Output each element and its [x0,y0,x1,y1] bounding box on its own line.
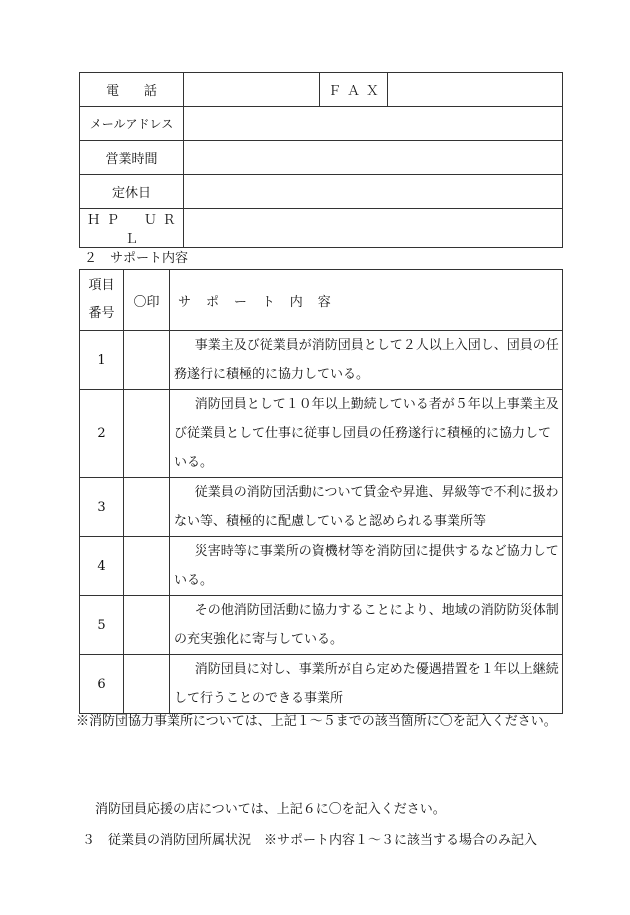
row-mark-cell[interactable] [124,655,170,714]
content-header: サポート内容 [170,270,563,331]
row-number: 3 [80,478,124,537]
email-label: メールアドレス [80,107,184,141]
hours-label: 営業時間 [80,141,184,175]
section2-heading: ２ サポート内容 [84,251,189,266]
note-cooperating-business: ※消防団協力事業所については、上記１～５までの該当箇所に〇を記入ください。 [76,714,557,729]
item-number-header-line2: 番号 [88,306,115,321]
row-description: 災害時等に事業所の資機材等を消防団に提供するなど協力している。 [170,537,563,596]
row-number: 6 [80,655,124,714]
fax-label: ＦＡＸ [320,73,388,107]
phone-fax-row [80,73,563,107]
item-number-header [80,270,124,331]
holiday-value-cell[interactable] [184,175,563,209]
note-support-store: 消防団員応援の店については、上記６に〇を記入ください。 [82,802,446,817]
hp-url-value-cell[interactable] [184,209,563,248]
item-number-header-line1: 項目 [88,278,115,293]
holiday-label: 定休日 [80,175,184,209]
row-description: 消防団員として１０年以上勤続している者が５年以上事業主及び従業員として仕事に従事し団員の任務遂行に積極的に協力している。 [170,390,563,478]
row-mark-cell[interactable] [124,537,170,596]
email-value-cell[interactable] [184,107,563,141]
contact-info-table [79,72,563,248]
hp-url-row [80,209,563,248]
row-mark-cell[interactable] [124,596,170,655]
row-description: 消防団員に対し、事業所が自ら定めた優遇措置を１年以上継続して行うことのできる事業所 [170,655,563,714]
phone-label: 電 話 [80,73,184,107]
table-row [80,596,563,655]
holiday-row [80,175,563,209]
section3-heading: ３ 従業員の消防団所属状況 ※サポート内容１～３に該当する場合のみ記入 [82,833,538,848]
row-mark-cell[interactable] [124,331,170,390]
row-description: その他消防団活動に協力することにより、地域の消防防災体制の充実強化に寄与している。 [170,596,563,655]
hours-row [80,141,563,175]
phone-value-cell[interactable] [184,73,320,107]
row-mark-cell[interactable] [124,478,170,537]
table-row [80,655,563,714]
row-number: 4 [80,537,124,596]
table-row [80,331,563,390]
row-number: 5 [80,596,124,655]
hours-value-cell[interactable] [184,141,563,175]
row-mark-cell[interactable] [124,390,170,478]
table-row [80,478,563,537]
row-number: 2 [80,390,124,478]
row-description: 事業主及び従業員が消防団員として２人以上入団し、団員の任務遂行に積極的に協力している。 [170,331,563,390]
support-content-table [79,269,563,714]
email-row [80,107,563,141]
row-description: 従業員の消防団活動について賃金や昇進、昇級等で不利に扱わない等、積極的に配慮していると認められる事業所等 [170,478,563,537]
support-header-row [80,270,563,331]
table-row [80,390,563,478]
table-row [80,537,563,596]
row-number: 1 [80,331,124,390]
mark-header: 〇印 [124,270,170,331]
hp-url-label: ＨＰ ＵＲＬ [80,209,184,248]
fax-value-cell[interactable] [388,73,563,107]
